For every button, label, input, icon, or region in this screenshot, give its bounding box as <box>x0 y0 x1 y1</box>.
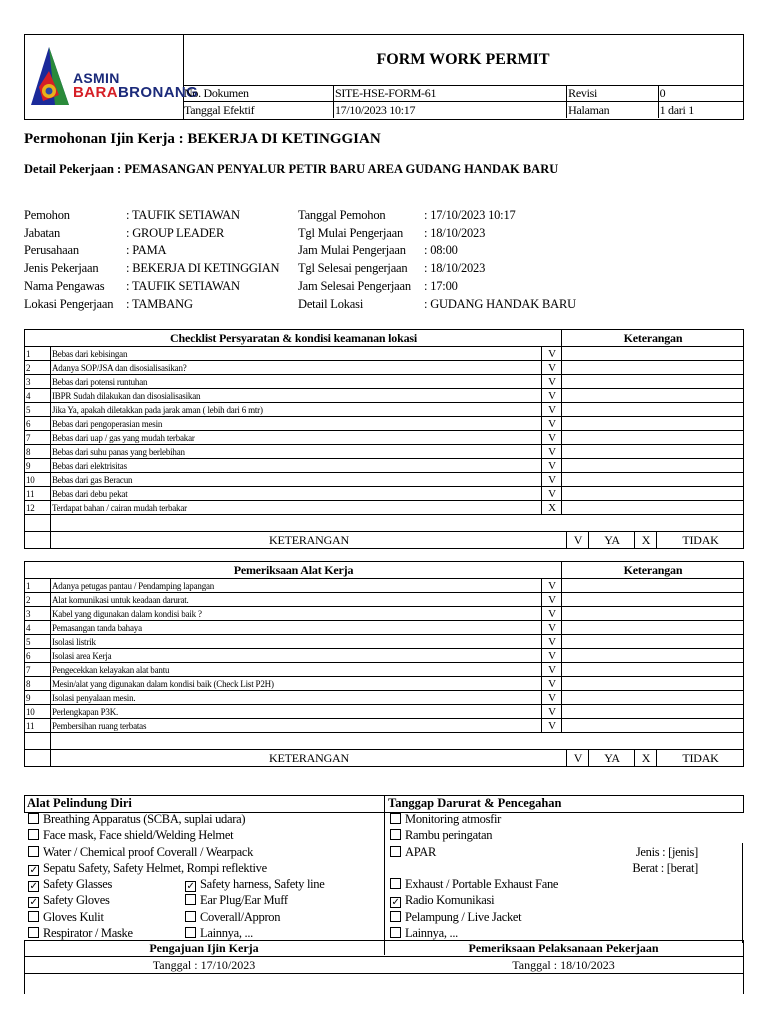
emergency-row <box>385 861 742 877</box>
logo-text-bara: BARA <box>73 84 118 101</box>
item-text: Kabel yang digunakan dalam kondisi baik ? <box>51 607 542 621</box>
legend-cell <box>51 750 744 767</box>
info-row <box>24 207 576 225</box>
checklist-row <box>25 705 744 719</box>
item-keterangan <box>562 579 744 593</box>
item-keterangan <box>562 375 744 389</box>
checklist-row <box>25 375 744 389</box>
item-number: 5 <box>25 403 51 417</box>
meta-key: No. Dokumen <box>183 85 333 102</box>
info-value: : 18/10/2023 <box>424 261 486 276</box>
item-number: 5 <box>25 635 51 649</box>
logo-text-bronang: BRONANG <box>117 84 199 101</box>
emergency-item <box>387 893 494 908</box>
legend-keterangan: KETERANGAN <box>269 533 349 547</box>
info-value: : 08:00 <box>424 243 458 258</box>
info-label: Tgl Mulai Pengerjaan <box>298 225 403 240</box>
unchecked-box-icon[interactable] <box>185 894 196 905</box>
legend-keterangan: KETERANGAN <box>269 751 349 765</box>
checklist-row <box>25 431 744 445</box>
legend-row <box>25 532 744 549</box>
legend-v: V <box>567 532 589 548</box>
emergency-row <box>385 893 742 909</box>
info-label: Nama Pengawas <box>24 278 105 293</box>
legend-cell <box>51 532 744 549</box>
legend-inner-row <box>51 532 743 548</box>
checklist-alat-kerja-table <box>24 561 744 767</box>
item-number: 7 <box>25 431 51 445</box>
tanggal-pemeriksaan: Tanggal : 18/10/2023 <box>512 958 615 972</box>
item-mark: V <box>542 677 562 691</box>
checklist-row <box>25 593 744 607</box>
item-number: 2 <box>25 593 51 607</box>
logo-text-asmin: ASMIN <box>73 70 120 86</box>
emergency-item <box>387 845 436 860</box>
keterangan-header: Keterangan <box>562 562 744 579</box>
item-number: 8 <box>25 677 51 691</box>
apd-item-label: Breathing Apparatus (SCBA, suplai udara) <box>43 812 246 826</box>
checklist-row <box>25 389 744 403</box>
checklist-row <box>25 487 744 501</box>
item-mark: V <box>542 473 562 487</box>
apd-row <box>24 845 384 861</box>
apd-item-label: Coverall/Appron <box>200 909 281 924</box>
apd-item-label: Safety Glasses <box>43 877 113 892</box>
blank-cell <box>25 733 51 750</box>
item-number: 10 <box>25 473 51 487</box>
checklist-row <box>25 459 744 473</box>
checklist-row <box>25 403 744 417</box>
item-number: 4 <box>25 389 51 403</box>
item-number: 11 <box>25 719 51 733</box>
item-text: Adanya petugas pantau / Pendamping lapangan <box>51 579 542 593</box>
emergency-item-label: Radio Komunikasi <box>405 893 495 908</box>
apd-item-label: Water / Chemical proof Coverall / Wearpack <box>43 844 254 859</box>
checklist-row <box>25 719 744 733</box>
checklist-row <box>25 579 744 593</box>
blank-cell <box>51 515 744 532</box>
item-mark: V <box>542 635 562 649</box>
apd-row <box>24 828 384 844</box>
emergency-extra: Jenis : [jenis] <box>635 844 698 859</box>
item-keterangan <box>562 361 744 375</box>
emergency-extra: Berat : [berat] <box>632 860 698 875</box>
item-number: 6 <box>25 649 51 663</box>
tanggap-darurat-title: Tanggap Darurat & Pencegahan <box>388 796 562 810</box>
legend-row <box>25 750 744 767</box>
checklist-row <box>25 445 744 459</box>
unchecked-box-icon[interactable] <box>185 911 196 922</box>
item-keterangan <box>562 621 744 635</box>
meta-key: Tanggal Efektif <box>183 102 333 119</box>
item-text: Terdapat bahan / cairan mudah terbakar <box>51 501 542 515</box>
item-number: 6 <box>25 417 51 431</box>
unchecked-box-icon[interactable] <box>28 829 39 840</box>
item-text: Bebas dari uap / gas yang mudah terbakar <box>51 431 542 445</box>
item-text: Bebas dari gas Beracun <box>51 473 542 487</box>
item-mark: V <box>542 691 562 705</box>
apd-item-label: Safety harness, Safety line <box>200 877 325 892</box>
item-mark: V <box>542 649 562 663</box>
legend-table <box>51 532 743 548</box>
signature-left-border <box>24 972 25 994</box>
item-number: 2 <box>25 361 51 375</box>
checklist-row <box>25 649 744 663</box>
tanggal-pengajuan: Tanggal : 17/10/2023 <box>152 958 256 972</box>
checked-box-icon[interactable]: ✓ <box>29 881 38 893</box>
item-number: 10 <box>25 705 51 719</box>
item-number: 12 <box>25 501 51 515</box>
meta-value: SITE-HSE-FORM-61 <box>333 85 566 102</box>
info-value: : BEKERJA DI KETINGGIAN <box>126 261 280 276</box>
info-row <box>24 260 576 278</box>
apd-item <box>25 910 104 925</box>
legend-table <box>51 750 743 766</box>
detail-pekerjaan-heading: Detail Pekerjaan : PEMASANGAN PENYALUR PETIR BARU AREA GUDANG HANDAK BARU <box>24 162 559 176</box>
apd-row <box>24 812 384 828</box>
apd-item <box>182 893 288 908</box>
item-keterangan <box>562 403 744 417</box>
blank-cell <box>25 515 51 532</box>
legend-v: V <box>567 750 589 766</box>
unchecked-box-icon[interactable] <box>185 927 196 938</box>
meta-key: Revisi <box>567 85 659 102</box>
item-text: Mesin/alat yang digunakan dalam kondisi baik (Check List P2H) <box>51 677 542 691</box>
item-text: Isolasi area Kerja <box>51 649 542 663</box>
apd-item-label: Gloves Kulit <box>43 909 104 924</box>
legend-ya: YA <box>589 750 635 766</box>
item-number: 1 <box>25 579 51 593</box>
checklist-row <box>25 607 744 621</box>
legend-x: X <box>635 532 657 548</box>
apd-row <box>24 910 384 926</box>
legend-inner-row <box>51 750 743 766</box>
checklist-row <box>25 663 744 677</box>
info-value: : 17:00 <box>424 278 458 293</box>
logo-text-barabronang <box>73 84 198 101</box>
meta-key: Halaman <box>567 102 659 119</box>
meta-row <box>183 102 743 119</box>
unchecked-box-icon[interactable] <box>28 911 39 922</box>
info-label: Pemohon <box>24 208 70 222</box>
item-keterangan <box>562 691 744 705</box>
apd-item <box>25 845 253 860</box>
info-label: Jam Mulai Pengerjaan <box>298 243 406 258</box>
item-text: Bebas dari debu pekat <box>51 487 542 501</box>
item-text: Bebas dari pengoperasian mesin <box>51 417 542 431</box>
unchecked-box-icon[interactable] <box>390 846 401 857</box>
apd-item-label: Respirator / Maske <box>43 926 133 941</box>
emergency-item <box>387 828 492 843</box>
checklist-row <box>25 501 744 515</box>
apd-item <box>25 893 110 908</box>
item-mark: V <box>542 431 562 445</box>
item-keterangan <box>562 389 744 403</box>
apd-title: Alat Pelindung Diri <box>27 796 132 810</box>
item-mark: V <box>542 621 562 635</box>
apd-left-list <box>24 812 384 942</box>
legend-tidak: TIDAK <box>657 750 744 766</box>
pengajuan-ijin-label: Pengajuan Ijin Kerja <box>149 941 259 955</box>
apd-item-label: Ear Plug/Ear Muff <box>200 893 288 908</box>
checked-box-icon[interactable]: ✓ <box>29 864 38 876</box>
applicant-info-table <box>24 207 576 313</box>
apd-section <box>24 795 744 991</box>
pemeriksaan-pelaksanaan-label: Pemeriksaan Pelaksanaan Pekerjaan <box>468 941 659 955</box>
apd-item <box>25 828 233 843</box>
item-mark: V <box>542 579 562 593</box>
item-text: Bebas dari kebisingan <box>51 347 542 361</box>
apd-right-list <box>385 812 742 942</box>
unchecked-box-icon[interactable] <box>390 813 401 824</box>
item-mark: V <box>542 459 562 473</box>
emergency-item-label: Monitoring atmosfir <box>405 812 502 826</box>
item-text: Alat komunikasi untuk keadaan darurat. <box>51 593 542 607</box>
info-label: Jenis Pekerjaan <box>24 261 99 276</box>
item-number: 7 <box>25 663 51 677</box>
meta-row <box>183 85 743 102</box>
form-title: FORM WORK PERMIT <box>183 35 743 86</box>
item-keterangan <box>562 719 744 733</box>
item-keterangan <box>562 593 744 607</box>
signature-right-border <box>743 972 744 994</box>
item-mark: V <box>542 593 562 607</box>
info-label: Jabatan <box>24 225 61 240</box>
item-number: 1 <box>25 347 51 361</box>
checklist-header-row <box>25 330 744 347</box>
item-text: Pemasangan tanda bahaya <box>51 621 542 635</box>
item-mark: V <box>542 663 562 677</box>
item-keterangan <box>562 473 744 487</box>
info-value: : TAUFIK SETIAWAN <box>126 278 240 293</box>
info-row <box>24 242 576 260</box>
item-mark: V <box>542 705 562 719</box>
item-mark: V <box>542 487 562 501</box>
item-mark: X <box>542 501 562 515</box>
info-label: Perusahaan <box>24 243 79 258</box>
apd-right-border <box>742 843 743 943</box>
item-number: 3 <box>25 375 51 389</box>
item-text: Isolasi listrik <box>51 635 542 649</box>
info-value: : 18/10/2023 <box>424 225 486 240</box>
blank-cell <box>25 532 51 549</box>
apd-item-label: Safety Gloves <box>43 893 110 908</box>
item-number: 9 <box>25 691 51 705</box>
checked-box-icon[interactable]: ✓ <box>29 897 38 909</box>
item-mark: V <box>542 445 562 459</box>
emergency-row <box>385 910 742 926</box>
checklist-row <box>25 691 744 705</box>
emergency-item-label: Pelampung / Live Jacket <box>405 909 522 924</box>
checklist-blank-row <box>25 515 744 532</box>
apd-item <box>25 812 245 827</box>
unchecked-box-icon[interactable] <box>390 829 401 840</box>
info-label: Detail Lokasi <box>298 296 364 311</box>
item-number: 4 <box>25 621 51 635</box>
checklist-row <box>25 677 744 691</box>
unchecked-box-icon[interactable] <box>390 927 401 938</box>
checklist-row <box>25 473 744 487</box>
apd-item-label: Lainnya, ... <box>200 926 253 941</box>
apd-item <box>182 877 325 892</box>
emergency-row <box>385 877 742 893</box>
checklist-row <box>25 417 744 431</box>
emergency-item <box>387 877 558 892</box>
emergency-item-label: Exhaust / Portable Exhaust Fane <box>405 877 559 892</box>
emergency-item-label: Rambu peringatan <box>405 828 493 843</box>
item-text: Jika Ya, apakah diletakkan pada jarak aman ( lebih dari 6 mtr) <box>51 403 542 417</box>
item-keterangan <box>562 705 744 719</box>
checked-box-icon[interactable]: ✓ <box>391 897 400 909</box>
info-label: Tanggal Pemohon <box>298 208 386 222</box>
unchecked-box-icon[interactable] <box>390 878 401 889</box>
info-value: : TAUFIK SETIAWAN <box>126 208 240 222</box>
item-keterangan <box>562 635 744 649</box>
info-label: Jam Selesai Pengerjaan <box>298 278 411 293</box>
info-value: : PAMA <box>126 243 167 258</box>
checklist-row <box>25 347 744 361</box>
document-header <box>24 34 744 120</box>
permohonan-heading: Permohonan Ijin Kerja : BEKERJA DI KETINGGIAN <box>24 131 381 147</box>
item-keterangan <box>562 417 744 431</box>
item-mark: V <box>542 607 562 621</box>
emergency-item <box>387 812 501 827</box>
info-row <box>24 225 576 243</box>
apd-item <box>25 877 112 892</box>
apd-item <box>25 926 133 941</box>
legend-ya: YA <box>589 532 635 548</box>
emergency-row <box>385 812 742 828</box>
item-text: Isolasi penyalaan mesin. <box>51 691 542 705</box>
apd-item <box>182 926 253 941</box>
unchecked-box-icon[interactable] <box>28 927 39 938</box>
unchecked-box-icon[interactable] <box>28 846 39 857</box>
info-value: : 17/10/2023 10:17 <box>424 208 516 222</box>
legend-tidak: TIDAK <box>657 532 744 548</box>
emergency-item <box>387 926 458 941</box>
apd-item <box>182 910 280 925</box>
item-mark: V <box>542 719 562 733</box>
item-text: Bebas dari elektrisitas <box>51 459 542 473</box>
item-keterangan <box>562 607 744 621</box>
info-value: : GUDANG HANDAK BARU <box>424 296 576 311</box>
item-text: Bebas dari suhu panas yang berlebihan <box>51 445 542 459</box>
item-keterangan <box>562 431 744 445</box>
info-row <box>24 278 576 296</box>
item-text: Perlengkapan P3K. <box>51 705 542 719</box>
apd-item-label: Sepatu Safety, Safety Helmet, Rompi reflektive <box>43 860 267 875</box>
keterangan-header: Keterangan <box>562 330 744 347</box>
emergency-row <box>385 845 742 861</box>
meta-value: 17/10/2023 10:17 <box>333 102 566 119</box>
apd-row <box>24 877 384 893</box>
item-keterangan <box>562 487 744 501</box>
item-mark: V <box>542 389 562 403</box>
unchecked-box-icon[interactable] <box>28 813 39 824</box>
emergency-item <box>387 910 521 925</box>
item-keterangan <box>562 445 744 459</box>
info-row <box>24 296 576 314</box>
item-text: Pembersihan ruang terbatas <box>51 719 542 733</box>
emergency-row <box>385 828 742 844</box>
legend-x: X <box>635 750 657 766</box>
item-number: 3 <box>25 607 51 621</box>
info-value: : TAMBANG <box>126 296 193 311</box>
checklist-header-row <box>25 562 744 579</box>
item-keterangan <box>562 649 744 663</box>
apd-row <box>24 893 384 909</box>
checklist-keamanan-table <box>24 329 744 549</box>
checklist-blank-row <box>25 733 744 750</box>
approval-midline <box>24 956 744 957</box>
emergency-item-label: APAR <box>405 844 436 859</box>
company-logo <box>25 35 199 119</box>
checklist-row <box>25 361 744 375</box>
item-text: Adanya SOP/JSA dan disosialisasikan? <box>51 361 542 375</box>
checklist-title: Pemeriksaan Alat Kerja <box>25 562 562 579</box>
item-mark: V <box>542 347 562 361</box>
item-keterangan <box>562 663 744 677</box>
info-label: Lokasi Pengerjaan <box>24 296 114 311</box>
checklist-row <box>25 635 744 649</box>
item-mark: V <box>542 375 562 389</box>
emergency-item-label: Lainnya, ... <box>405 926 458 941</box>
unchecked-box-icon[interactable] <box>390 911 401 922</box>
item-text: Pengecekkan kelayakan alat bantu <box>51 663 542 677</box>
info-label: Tgl Selesai pengerjaan <box>298 261 408 276</box>
item-text: Bebas dari potensi runtuhan <box>51 375 542 389</box>
item-number: 8 <box>25 445 51 459</box>
item-keterangan <box>562 459 744 473</box>
blank-cell <box>51 733 744 750</box>
item-number: 11 <box>25 487 51 501</box>
apd-item <box>25 861 267 876</box>
item-text: IBPR Sudah dilakukan dan disosialisasikan <box>51 389 542 403</box>
meta-value: 0 <box>658 85 743 102</box>
document-meta-table <box>183 85 743 118</box>
item-mark: V <box>542 417 562 431</box>
item-mark: V <box>542 361 562 375</box>
apd-row <box>24 861 384 877</box>
item-keterangan <box>562 501 744 515</box>
info-value: : GROUP LEADER <box>126 225 225 240</box>
item-keterangan <box>562 677 744 691</box>
item-mark: V <box>542 403 562 417</box>
checklist-title: Checklist Persyaratan & kondisi keamanan lokasi <box>25 330 562 347</box>
checklist-row <box>25 621 744 635</box>
checked-box-icon[interactable]: ✓ <box>186 881 195 893</box>
item-keterangan <box>562 347 744 361</box>
meta-value: 1 dari 1 <box>659 102 694 117</box>
apd-item-label: Face mask, Face shield/Welding Helmet <box>43 828 234 843</box>
blank-cell <box>25 750 51 767</box>
item-number: 9 <box>25 459 51 473</box>
